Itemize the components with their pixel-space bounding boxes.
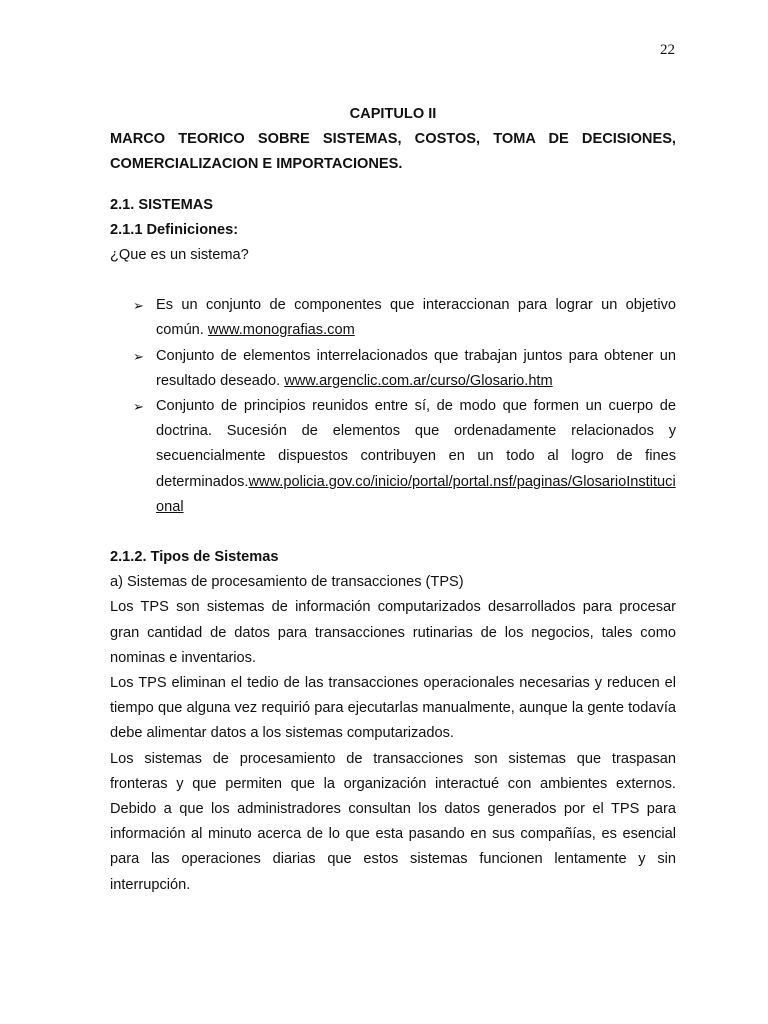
section-heading-2-1: 2.1. SISTEMAS bbox=[110, 196, 213, 213]
chapter-title: MARCO TEORICO SOBRE SISTEMAS, COSTOS, TOMA DE DECISIONES, COMERCIALIZACION E IMPORTACIONES. bbox=[110, 131, 676, 173]
document-body bbox=[110, 102, 676, 898]
definition-text: Conjunto de principios reunidos entre sí, de modo que formen un cuerpo de doctrina. Sucesión de elementos que ordenadamente relacionados y secuencialmente dispuestos contribuyen en un todo al logro de fines determinados. bbox=[156, 398, 676, 490]
list-item bbox=[133, 394, 676, 520]
source-link[interactable]: www.monografias.com bbox=[207, 322, 355, 339]
paragraph: Los TPS son sistemas de información computarizados desarrollados para procesar gran cantidad de datos para transacciones rutinarias de los negocios, tales como nominas e inventarios. bbox=[110, 599, 676, 666]
source-link[interactable]: www.argenclic.com.ar/curso/Glosario.htm bbox=[284, 372, 553, 389]
arrow-bullet-icon: ➢ bbox=[133, 399, 144, 415]
question-text: ¿Que es un sistema? bbox=[110, 247, 249, 264]
section-heading-2-1-2: 2.1.2. Tipos de Sistemas bbox=[110, 549, 279, 566]
paragraph: Los TPS eliminan el tedio de las transacciones operacionales necesarias y reducen el tiempo que alguna vez requirió para ejecutarlas manualmente, aunque la gente todavía debe alimentar datos a los sistemas computarizados. bbox=[110, 675, 676, 742]
chapter-heading: CAPITULO II bbox=[349, 106, 437, 122]
definition-text: Es un conjunto de componentes que interaccionan para lograr un objetivo común. bbox=[156, 297, 676, 339]
definitions-list bbox=[110, 293, 676, 520]
source-link[interactable]: www.policia.gov.co/inicio/portal/portal.nsf/paginas/GlosarioInstitucional bbox=[156, 473, 676, 515]
page-number: 22 bbox=[660, 42, 675, 58]
list-item bbox=[133, 293, 676, 343]
arrow-bullet-icon: ➢ bbox=[133, 348, 144, 364]
section-heading-2-1-1: 2.1.1 Definiciones: bbox=[110, 221, 239, 238]
paragraph: Los sistemas de procesamiento de transacciones son sistemas que traspasan fronteras y que permiten que la organización interactué con ambientes externos. Debido a que los administradores consultan los datos generados por el TPS para información al minuto acerca de lo que esta pasando en sus compañías, es esencial para las operaciones diarias que estos sistemas funcionen lentamente y sin interrupción. bbox=[110, 750, 676, 893]
arrow-bullet-icon: ➢ bbox=[133, 298, 144, 314]
definition-text: Conjunto de elementos interrelacionados que trabajan juntos para obtener un resultado deseado. bbox=[156, 347, 676, 389]
subsection-heading-tps: a) Sistemas de procesamiento de transacciones (TPS) bbox=[110, 574, 464, 591]
list-item bbox=[133, 344, 676, 394]
